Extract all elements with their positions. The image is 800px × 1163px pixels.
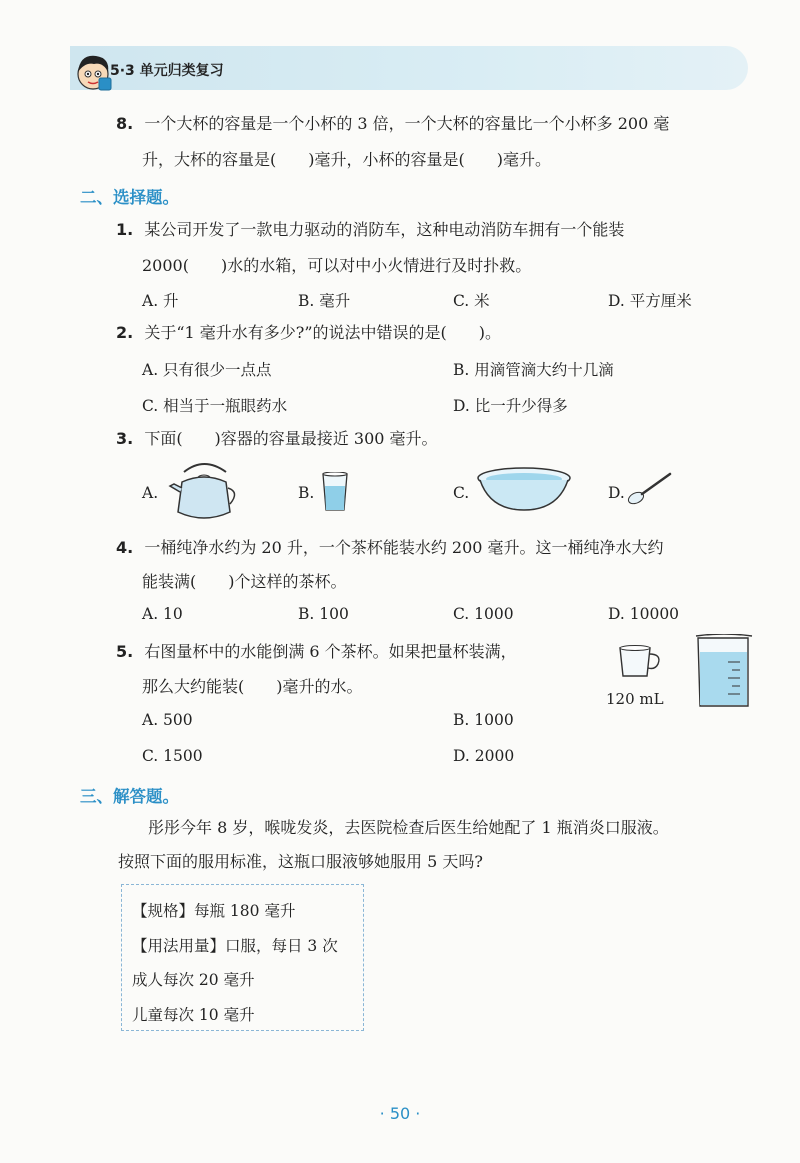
c4-option-a[interactable]: A. 10 [142, 605, 183, 623]
c4-line1 [116, 538, 664, 558]
dosage-usage: 【用法用量】口服，每日 3 次 [132, 937, 338, 955]
s1-line2: 按照下面的服用标准，这瓶口服液够她服用 5 天吗? [118, 852, 483, 871]
c3-option-d[interactable]: D. [608, 484, 625, 502]
section-choice-title: 二、选择题。 [80, 188, 179, 207]
teacup-label: 120 mL [606, 690, 664, 708]
c1-number: 1. [116, 220, 134, 239]
q8-line2: 升，大杯的容量是( )毫升，小杯的容量是( )毫升。 [142, 150, 551, 169]
c3-number: 3. [116, 429, 134, 448]
q8-text1: 一个大杯的容量是一个小杯的 3 倍，一个大杯的容量比一个小杯多 200 毫 [144, 114, 670, 133]
c2-text1: 关于“1 毫升水有多少?”的说法中错误的是( )。 [144, 323, 502, 342]
c3-text1: 下面( )容器的容量最接近 300 毫升。 [144, 429, 438, 448]
c2-option-d[interactable]: D. 比一升少得多 [453, 397, 568, 415]
c2-option-a[interactable]: A. 只有很少一点点 [142, 361, 272, 379]
c1-line1 [116, 220, 624, 240]
c4-option-c[interactable]: C. 1000 [453, 605, 514, 623]
c5-text1: 右图量杯中的水能倒满 6 个茶杯。如果把量杯装满， [144, 642, 517, 661]
c5-line1 [116, 642, 517, 662]
c4-number: 4. [116, 538, 134, 557]
section-solve-title: 三、解答题。 [80, 787, 179, 806]
c1-option-c[interactable]: C. 米 [453, 292, 490, 310]
c1-option-d[interactable]: D. 平方厘米 [608, 292, 692, 310]
c4-option-b[interactable]: B. 100 [298, 605, 349, 623]
q8-line1 [116, 114, 669, 134]
c5-option-c[interactable]: C. 1500 [142, 747, 203, 765]
c2-option-b[interactable]: B. 用滴管滴大约十几滴 [453, 361, 614, 379]
c5-option-a[interactable]: A. 500 [142, 711, 193, 729]
c5-number: 5. [116, 642, 134, 661]
page-number: · 50 · [379, 1104, 421, 1123]
c3-option-b[interactable]: B. [298, 484, 315, 502]
c3-option-a[interactable]: A. [142, 484, 159, 502]
glass-icon [320, 472, 350, 512]
c3-line1 [116, 429, 438, 449]
c5-option-b[interactable]: B. 1000 [453, 711, 514, 729]
c2-line1 [116, 323, 501, 343]
c1-option-a[interactable]: A. 升 [142, 292, 179, 310]
c1-text1: 某公司开发了一款电力驱动的消防车，这种电动消防车拥有一个能装 [144, 220, 625, 239]
c1-line2: 2000( )水的水箱，可以对中小火情进行及时扑救。 [142, 256, 532, 275]
q8-number: 8. [116, 114, 134, 133]
header-title: 5·3 单元归类复习 [110, 63, 224, 79]
c5-option-d[interactable]: D. 2000 [453, 747, 515, 765]
kettle-icon [168, 462, 240, 524]
measuring-cup-icon [694, 634, 754, 708]
dosage-adult: 成人每次 20 毫升 [132, 971, 255, 989]
dosage-spec: 【规格】每瓶 180 毫升 [132, 902, 296, 920]
c2-option-c[interactable]: C. 相当于一瓶眼药水 [142, 397, 288, 415]
c4-line2: 能装满( )个这样的茶杯。 [142, 572, 347, 591]
c3-option-c[interactable]: C. [453, 484, 470, 502]
c5-line2: 那么大约能装( )毫升的水。 [142, 677, 363, 696]
c4-text1: 一桶纯净水约为 20 升，一个茶杯能装水约 200 毫升。这一桶纯净水大约 [144, 538, 664, 557]
c2-number: 2. [116, 323, 134, 342]
teacup-icon [618, 644, 664, 680]
basin-icon [476, 466, 572, 514]
c1-option-b[interactable]: B. 毫升 [298, 292, 351, 310]
c4-option-d[interactable]: D. 10000 [608, 605, 680, 623]
spoon-icon [626, 470, 674, 506]
s1-line1: 彤彤今年 8 岁，喉咙发炎，去医院检查后医生给她配了 1 瓶消炎口服液。 [148, 818, 669, 837]
dosage-child: 儿童每次 10 毫升 [132, 1006, 255, 1024]
